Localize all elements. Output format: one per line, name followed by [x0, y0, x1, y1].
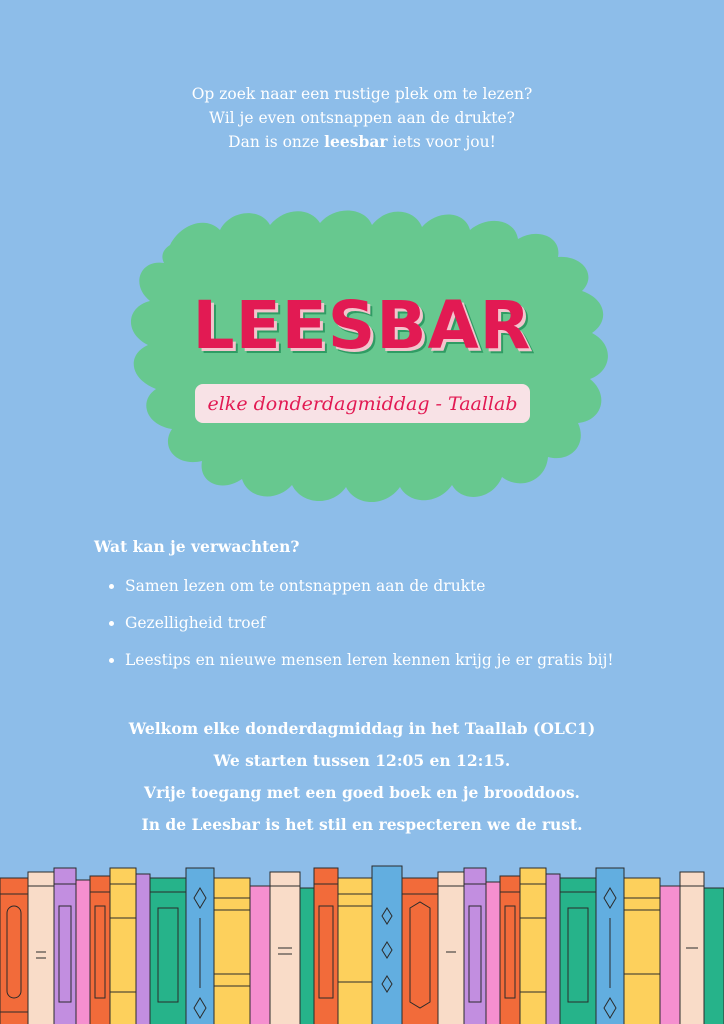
- welcome-line-4: In de Leesbar is het stil en respecteren we de rust.: [141, 815, 583, 834]
- subtitle-badge: [195, 384, 530, 423]
- welcome-line-3: Vrije toegang met een goed boek en je brooddoos.: [144, 783, 580, 802]
- welcome-line-1: Welkom elke donderdagmiddag in het Taallab (OLC1): [128, 719, 596, 738]
- subtitle-text: elke donderdagmiddag - Taallab: [207, 392, 518, 415]
- expect-list: [100, 568, 614, 679]
- intro-leesbar-bold: leesbar: [324, 132, 388, 151]
- list-item: • Samen lezen om te ontsnappen aan de drukte: [125, 568, 614, 605]
- intro-line-1: Op zoek naar een rustige plek om te lezen?: [191, 85, 533, 103]
- intro-text: [0, 82, 724, 154]
- intro-line-3: [0, 130, 724, 154]
- leesbar-title: LEESBAR: [192, 287, 532, 364]
- bookshelf-illustration: [0, 862, 724, 1024]
- list-item: • Leestips en nieuwe mensen leren kennen krijg je er gratis bij!: [125, 642, 614, 679]
- welcome-line-2: We starten tussen 12:05 en 12:15.: [213, 751, 511, 770]
- intro-line-3-end: iets voor jou!: [387, 133, 496, 151]
- intro-line-2: Wil je even ontsnappen aan de drukte?: [209, 109, 515, 127]
- welcome-text: [0, 713, 724, 841]
- expect-heading: Wat kan je verwachten?: [94, 537, 300, 556]
- list-item: • Gezelligheid troef: [125, 605, 614, 642]
- intro-line-3-start: Dan is onze: [228, 133, 325, 151]
